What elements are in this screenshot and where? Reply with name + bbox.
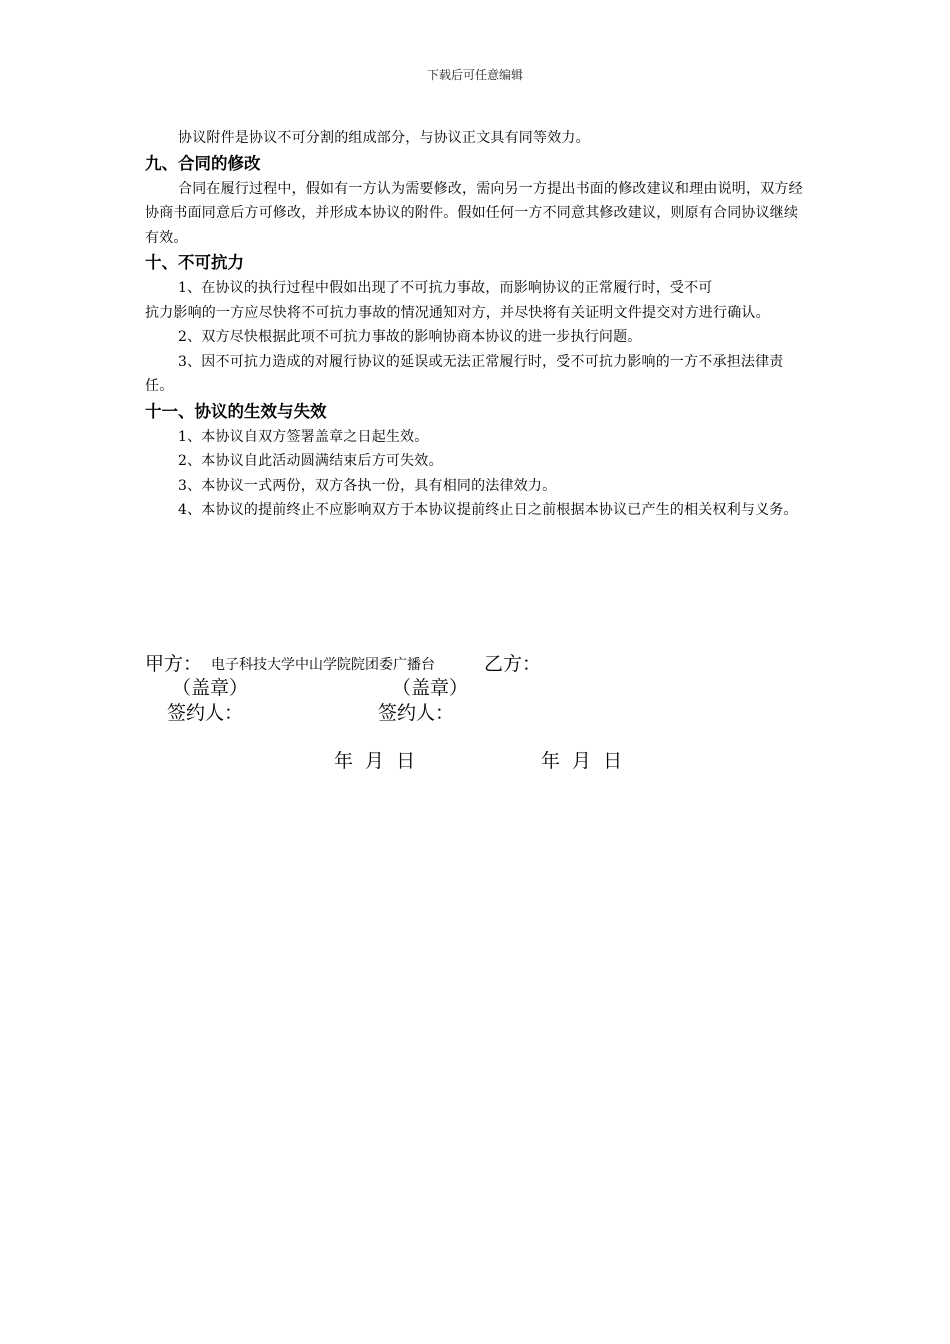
section-10-item-1-line-1: 1、在协议的执行过程中假如出现了不可抗力事故，而影响协议的正常履行时，受不可 xyxy=(178,280,713,296)
section-11-item-2: 2、本协议自此活动圆满结束后方可失效。 xyxy=(178,453,443,469)
section-10-item-1-line-2: 抗力影响的一方应尽快将不可抗力事故的情况通知对方，并尽快将有关证明文件提交对方进行确认。 xyxy=(145,304,770,321)
party-a-label: 甲方： xyxy=(145,653,203,675)
party-a-name: 电子科技大学中山学院院团委广播台 xyxy=(211,657,435,673)
contract-body xyxy=(145,126,810,523)
section-9-heading: 九、合同的修改 xyxy=(145,153,261,173)
party-b-date: 年 月 日 xyxy=(541,750,623,772)
section-10-heading: 十、不可抗力 xyxy=(145,253,244,272)
section-11-heading: 十一、协议的生效与失效 xyxy=(145,401,327,421)
annex-paragraph: 协议附件是协议不可分割的组成部分，与协议正文具有同等效力。 xyxy=(178,130,590,146)
page-header: 下载后可任意编辑 xyxy=(426,68,523,82)
party-a-signer: 签约人： xyxy=(167,702,244,724)
party-b-label: 乙方： xyxy=(484,653,542,675)
party-b-signer: 签约人： xyxy=(378,702,455,724)
party-a-date: 年 月 日 xyxy=(334,750,416,772)
section-11-item-3: 3、本协议一式两份，双方各执一份，具有相同的法律效力。 xyxy=(178,477,557,494)
party-b-seal: （盖章） xyxy=(392,677,469,699)
party-a-seal: （盖章） xyxy=(172,677,249,699)
section-10-item-3: 3、因不可抗力造成的对履行协议的延误或无法正常履行时，受不可抗力影响的一方不承担法律责任。 xyxy=(145,353,784,394)
section-10-item-2: 2、双方尽快根据此项不可抗力事故的影响协商本协议的进一步执行问题。 xyxy=(178,329,642,345)
section-9-paragraph: 合同在履行过程中，假如有一方认为需要修改，需向另一方提出书面的修改建议和理由说明，双方经协商书面同意后方可修改，并形成本协议的附件。假如任何一方不同意其修改建议，则原有合同协议继续有效。 xyxy=(145,180,803,246)
section-11-item-1: 1、本协议自双方签署盖章之日起生效。 xyxy=(178,428,429,445)
section-11-item-4: 4、本协议的提前终止不应影响双方于本协议提前终止日之前根据本协议已产生的相关权利与义务。 xyxy=(178,502,798,518)
